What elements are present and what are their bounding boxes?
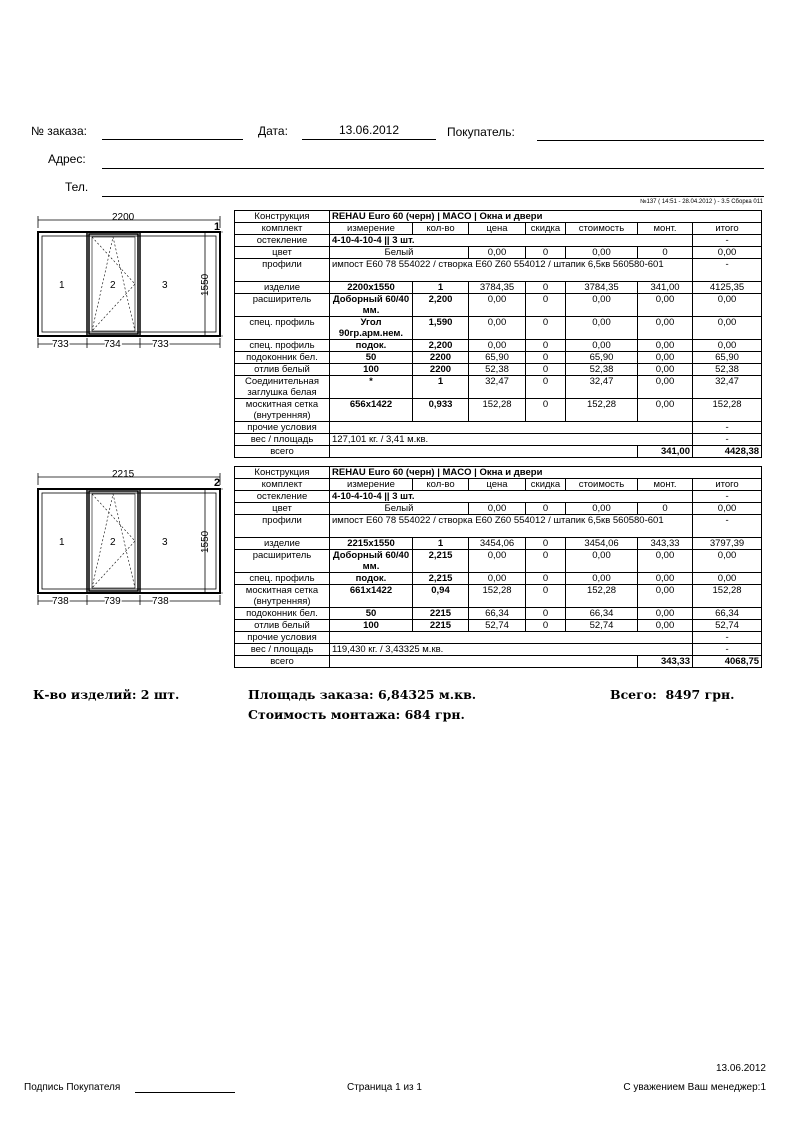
cell-cost: 152,28 xyxy=(566,399,638,422)
table-row xyxy=(235,352,762,364)
cell-cost: 0,00 xyxy=(566,294,638,317)
cell-label: отлив белый xyxy=(235,364,330,376)
cell-cost: 0,00 xyxy=(566,503,638,515)
table-row xyxy=(235,422,762,434)
cell-qty: 1 xyxy=(413,376,469,399)
cell-mount: 0,00 xyxy=(638,352,693,364)
col-header: кол-во xyxy=(413,479,469,491)
cell-cost: 0,00 xyxy=(566,573,638,585)
cell-price: 0,00 xyxy=(469,503,526,515)
phone-field[interactable] xyxy=(102,196,764,197)
cell-label: москитная сетка (внутренняя) xyxy=(235,399,330,422)
cell-mount: 343,33 xyxy=(638,538,693,550)
spec-table-2 xyxy=(234,466,762,668)
mount-cost: Стоимость монтажа: 684 грн. xyxy=(248,707,465,722)
cell-mount: 0,00 xyxy=(638,573,693,585)
col-header: кол-во xyxy=(413,223,469,235)
order-no-field[interactable] xyxy=(102,139,243,140)
table-row xyxy=(235,585,762,608)
cell-qty: 0,933 xyxy=(413,399,469,422)
cell-measure: 100 xyxy=(330,364,413,376)
cell-label: цвет xyxy=(235,503,330,515)
cell-cost: 3784,35 xyxy=(566,282,638,294)
cell-mount: 0,00 xyxy=(638,294,693,317)
cell-discount: 0 xyxy=(526,294,566,317)
construction-value: REHAU Euro 60 (черн) | MACO | Окна и двери xyxy=(330,211,762,223)
cell-label: вес / площадь xyxy=(235,434,330,446)
sum-total: 4068,75 xyxy=(693,656,762,668)
cell-qty: 2215 xyxy=(413,608,469,620)
cell-mount: 0 xyxy=(638,247,693,259)
cell-measure: 656x1422 xyxy=(330,399,413,422)
cell-label: подоконник бел. xyxy=(235,608,330,620)
cell-cost: 0,00 xyxy=(566,247,638,259)
cell-label: вес / площадь xyxy=(235,644,330,656)
cell-total: 0,00 xyxy=(693,247,762,259)
cell-label: Соединительная заглушка белая xyxy=(235,376,330,399)
cell-discount: 0 xyxy=(526,352,566,364)
cell-price: 3784,35 xyxy=(469,282,526,294)
table-row xyxy=(235,282,762,294)
table-row xyxy=(235,538,762,550)
table-row xyxy=(235,515,762,538)
cell-measure: 2200x1550 xyxy=(330,282,413,294)
pane-label-2: 2 xyxy=(110,280,116,291)
cell-price: 0,00 xyxy=(469,573,526,585)
cell-discount: 0 xyxy=(526,538,566,550)
cell-price: 52,38 xyxy=(469,364,526,376)
cell-total: 0,00 xyxy=(693,503,762,515)
cell-measure: Доборный 60/40 мм. xyxy=(330,550,413,573)
window-drawing-1 xyxy=(30,208,230,353)
cell-qty: 2,215 xyxy=(413,573,469,585)
cell-total: 32,47 xyxy=(693,376,762,399)
cell-qty: 2215 xyxy=(413,620,469,632)
window-drawing-2 xyxy=(30,465,230,610)
table-row xyxy=(235,446,762,458)
spec-table-1 xyxy=(234,210,762,458)
cell-price: 152,28 xyxy=(469,399,526,422)
section-width-2: 739 xyxy=(104,596,121,607)
cell-label: спец. профиль xyxy=(235,317,330,340)
cell-total: - xyxy=(693,422,762,434)
cell-discount: 0 xyxy=(526,247,566,259)
cell-cost: 0,00 xyxy=(566,550,638,573)
col-header: скидка xyxy=(526,479,566,491)
cell-price: 32,47 xyxy=(469,376,526,399)
signature-label: Подпись Покупателя xyxy=(24,1082,121,1093)
table-row xyxy=(235,573,762,585)
cell-qty: 2200 xyxy=(413,364,469,376)
cell-cost: 66,34 xyxy=(566,608,638,620)
cell-cost: 3454,06 xyxy=(566,538,638,550)
cell-mount: 0,00 xyxy=(638,364,693,376)
cell-label: изделие xyxy=(235,538,330,550)
cell-mount: 0,00 xyxy=(638,608,693,620)
col-header: комплект xyxy=(235,479,330,491)
cell-label: подоконник бел. xyxy=(235,352,330,364)
table-row xyxy=(235,399,762,422)
cell-discount: 0 xyxy=(526,317,566,340)
drawing-height: 1550 xyxy=(200,530,211,553)
cell-label: остекление xyxy=(235,491,330,503)
construction-value: REHAU Euro 60 (черн) | MACO | Окна и двери xyxy=(330,467,762,479)
section-width-2: 734 xyxy=(104,339,121,350)
cell-price: 0,00 xyxy=(469,340,526,352)
drawing-width: 2215 xyxy=(112,469,135,480)
pane-label-1: 1 xyxy=(59,280,65,291)
profiles-value: импост E60 78 554022 / створка E60 Z60 554012 / штапик 6,5кв 560580-601 xyxy=(330,259,693,282)
cell-cost: 65,90 xyxy=(566,352,638,364)
cell-total: 52,38 xyxy=(693,364,762,376)
cell-total: 65,90 xyxy=(693,352,762,364)
cell-mount: 0,00 xyxy=(638,585,693,608)
page-number: Страница 1 из 1 xyxy=(347,1082,422,1093)
cell-measure: подок. xyxy=(330,573,413,585)
drawing-height: 1550 xyxy=(200,273,211,296)
table-row xyxy=(235,364,762,376)
items-count: К-во изделий: 2 шт. xyxy=(33,687,180,702)
cell-discount: 0 xyxy=(526,282,566,294)
table-row xyxy=(235,259,762,282)
table-row xyxy=(235,608,762,620)
footer-date: 13.06.2012 xyxy=(715,1063,766,1074)
cell-discount: 0 xyxy=(526,608,566,620)
cell-qty: 2,200 xyxy=(413,340,469,352)
cell-price: 0,00 xyxy=(469,317,526,340)
cell-label: изделие xyxy=(235,282,330,294)
table-row xyxy=(235,376,762,399)
cell-mount: 0 xyxy=(638,503,693,515)
cell-measure: * xyxy=(330,376,413,399)
cell-measure: 100 xyxy=(330,620,413,632)
signature-line[interactable] xyxy=(135,1092,235,1093)
cell-label: спец. профиль xyxy=(235,340,330,352)
column-header-row xyxy=(235,479,762,491)
cell-price: 152,28 xyxy=(469,585,526,608)
cell-label: отлив белый xyxy=(235,620,330,632)
col-header: стоимость xyxy=(566,223,638,235)
table-row xyxy=(235,656,762,668)
section-width-3: 738 xyxy=(152,596,169,607)
cell-discount: 0 xyxy=(526,620,566,632)
cell-total: - xyxy=(693,644,762,656)
cell-total: - xyxy=(693,434,762,446)
cell-price: 66,34 xyxy=(469,608,526,620)
cell-mount: 0,00 xyxy=(638,317,693,340)
cell-total: - xyxy=(693,235,762,247)
cell-total: 152,28 xyxy=(693,399,762,422)
drawing-width: 2200 xyxy=(112,212,135,223)
sum-empty xyxy=(330,446,638,458)
cell-measure: 2215x1550 xyxy=(330,538,413,550)
table-row xyxy=(235,294,762,317)
address-field[interactable] xyxy=(102,168,764,169)
cell-total: - xyxy=(693,515,762,538)
cell-mount: 0,00 xyxy=(638,550,693,573)
cell-discount: 0 xyxy=(526,550,566,573)
buyer-label: Покупатель: xyxy=(447,125,515,139)
cell-measure: подок. xyxy=(330,340,413,352)
glazing-value: 4-10-4-10-4 || 3 шт. xyxy=(330,235,693,247)
cell-total: 0,00 xyxy=(693,340,762,352)
cell-label: цвет xyxy=(235,247,330,259)
cell-price: 3454,06 xyxy=(469,538,526,550)
cell-total: 3797,39 xyxy=(693,538,762,550)
cell-label: профили xyxy=(235,259,330,282)
cell-total: 4125,35 xyxy=(693,282,762,294)
pane-label-1: 1 xyxy=(59,537,65,548)
table-row xyxy=(235,620,762,632)
table-row xyxy=(235,434,762,446)
col-header: скидка xyxy=(526,223,566,235)
cell-mount: 0,00 xyxy=(638,620,693,632)
cell-discount: 0 xyxy=(526,364,566,376)
cell-total: - xyxy=(693,259,762,282)
cell-label: Конструкция xyxy=(235,211,330,223)
date-value[interactable]: 13.06.2012 xyxy=(338,123,400,137)
date-label: Дата: xyxy=(258,124,288,138)
cell-mount: 0,00 xyxy=(638,399,693,422)
table-row xyxy=(235,247,762,259)
section-width-1: 738 xyxy=(52,596,69,607)
table-row xyxy=(235,317,762,340)
weight-value: 119,430 кг. / 3,43325 м.кв. xyxy=(330,644,693,656)
table-row xyxy=(235,211,762,223)
cell-measure: Доборный 60/40 мм. xyxy=(330,294,413,317)
other-value xyxy=(330,422,693,434)
cell-qty: 2,200 xyxy=(413,294,469,317)
col-header: цена xyxy=(469,479,526,491)
cell-label: всего xyxy=(235,446,330,458)
cell-discount: 0 xyxy=(526,573,566,585)
color-value: Белый xyxy=(330,503,469,515)
col-header: цена xyxy=(469,223,526,235)
sum-empty xyxy=(330,656,638,668)
date-field-line xyxy=(302,139,436,140)
cell-label: расширитель xyxy=(235,294,330,317)
cell-qty: 2,215 xyxy=(413,550,469,573)
manager-sign: С уважением Ваш менеджер:1 xyxy=(623,1082,766,1093)
cell-label: профили xyxy=(235,515,330,538)
cell-discount: 0 xyxy=(526,376,566,399)
address-label: Адрес: xyxy=(48,152,86,166)
cell-qty: 1,590 xyxy=(413,317,469,340)
column-header-row xyxy=(235,223,762,235)
cell-measure: 661x1422 xyxy=(330,585,413,608)
cell-mount: 341,00 xyxy=(638,282,693,294)
cell-measure: 50 xyxy=(330,352,413,364)
color-value: Белый xyxy=(330,247,469,259)
version-info: №137 ( 14:51 - 28.04.2012 ) - 3.5 Сборка 011 xyxy=(640,199,763,205)
item-number-1: 1 xyxy=(214,221,221,233)
phone-label: Тел. xyxy=(65,180,89,194)
cell-cost: 0,00 xyxy=(566,340,638,352)
buyer-field[interactable] xyxy=(537,140,764,141)
cell-measure: Угол 90гр.арм.нем. xyxy=(330,317,413,340)
sum-mount: 343,33 xyxy=(638,656,693,668)
table-row xyxy=(235,467,762,479)
item-number-2: 2 xyxy=(214,477,221,489)
table-row xyxy=(235,632,762,644)
cell-mount: 0,00 xyxy=(638,340,693,352)
col-header: монт. xyxy=(638,479,693,491)
cell-total: 0,00 xyxy=(693,550,762,573)
cell-total: 66,34 xyxy=(693,608,762,620)
order-total: Всего: 8497 грн. xyxy=(610,687,735,702)
pane-label-3: 3 xyxy=(162,280,168,291)
cell-measure: 50 xyxy=(330,608,413,620)
col-header: итого xyxy=(693,223,762,235)
cell-label: спец. профиль xyxy=(235,573,330,585)
cell-mount: 0,00 xyxy=(638,376,693,399)
sum-total: 4428,38 xyxy=(693,446,762,458)
cell-price: 52,74 xyxy=(469,620,526,632)
section-width-1: 733 xyxy=(52,339,69,350)
cell-discount: 0 xyxy=(526,399,566,422)
cell-label: Конструкция xyxy=(235,467,330,479)
cell-cost: 52,38 xyxy=(566,364,638,376)
table-row xyxy=(235,550,762,573)
pane-label-2: 2 xyxy=(110,537,116,548)
cell-qty: 1 xyxy=(413,538,469,550)
cell-cost: 0,00 xyxy=(566,317,638,340)
table-row xyxy=(235,644,762,656)
sum-mount: 341,00 xyxy=(638,446,693,458)
table-row xyxy=(235,491,762,503)
order-area: Площадь заказа: 6,84325 м.кв. xyxy=(248,687,477,702)
weight-value: 127,101 кг. / 3,41 м.кв. xyxy=(330,434,693,446)
cell-total: - xyxy=(693,632,762,644)
cell-total: 0,00 xyxy=(693,294,762,317)
cell-price: 65,90 xyxy=(469,352,526,364)
cell-total: 0,00 xyxy=(693,317,762,340)
cell-total: 152,28 xyxy=(693,585,762,608)
cell-cost: 52,74 xyxy=(566,620,638,632)
cell-qty: 1 xyxy=(413,282,469,294)
cell-label: москитная сетка (внутренняя) xyxy=(235,585,330,608)
cell-label: прочие условия xyxy=(235,422,330,434)
cell-label: всего xyxy=(235,656,330,668)
cell-label: прочие условия xyxy=(235,632,330,644)
col-header: итого xyxy=(693,479,762,491)
cell-price: 0,00 xyxy=(469,550,526,573)
cell-label: расширитель xyxy=(235,550,330,573)
cell-price: 0,00 xyxy=(469,294,526,317)
table-row xyxy=(235,340,762,352)
pane-label-3: 3 xyxy=(162,537,168,548)
cell-cost: 152,28 xyxy=(566,585,638,608)
section-width-3: 733 xyxy=(152,339,169,350)
cell-cost: 32,47 xyxy=(566,376,638,399)
col-header: стоимость xyxy=(566,479,638,491)
cell-discount: 0 xyxy=(526,585,566,608)
other-value xyxy=(330,632,693,644)
order-no-label: № заказа: xyxy=(31,124,87,138)
col-header: измерение xyxy=(330,223,413,235)
glazing-value: 4-10-4-10-4 || 3 шт. xyxy=(330,491,693,503)
cell-qty: 2200 xyxy=(413,352,469,364)
cell-total: - xyxy=(693,491,762,503)
col-header: измерение xyxy=(330,479,413,491)
col-header: монт. xyxy=(638,223,693,235)
cell-discount: 0 xyxy=(526,340,566,352)
cell-qty: 0,94 xyxy=(413,585,469,608)
cell-total: 0,00 xyxy=(693,573,762,585)
table-row xyxy=(235,235,762,247)
cell-discount: 0 xyxy=(526,503,566,515)
cell-price: 0,00 xyxy=(469,247,526,259)
col-header: комплект xyxy=(235,223,330,235)
cell-label: остекление xyxy=(235,235,330,247)
profiles-value: импост E60 78 554022 / створка E60 Z60 554012 / штапик 6,5кв 560580-601 xyxy=(330,515,693,538)
cell-total: 52,74 xyxy=(693,620,762,632)
table-row xyxy=(235,503,762,515)
